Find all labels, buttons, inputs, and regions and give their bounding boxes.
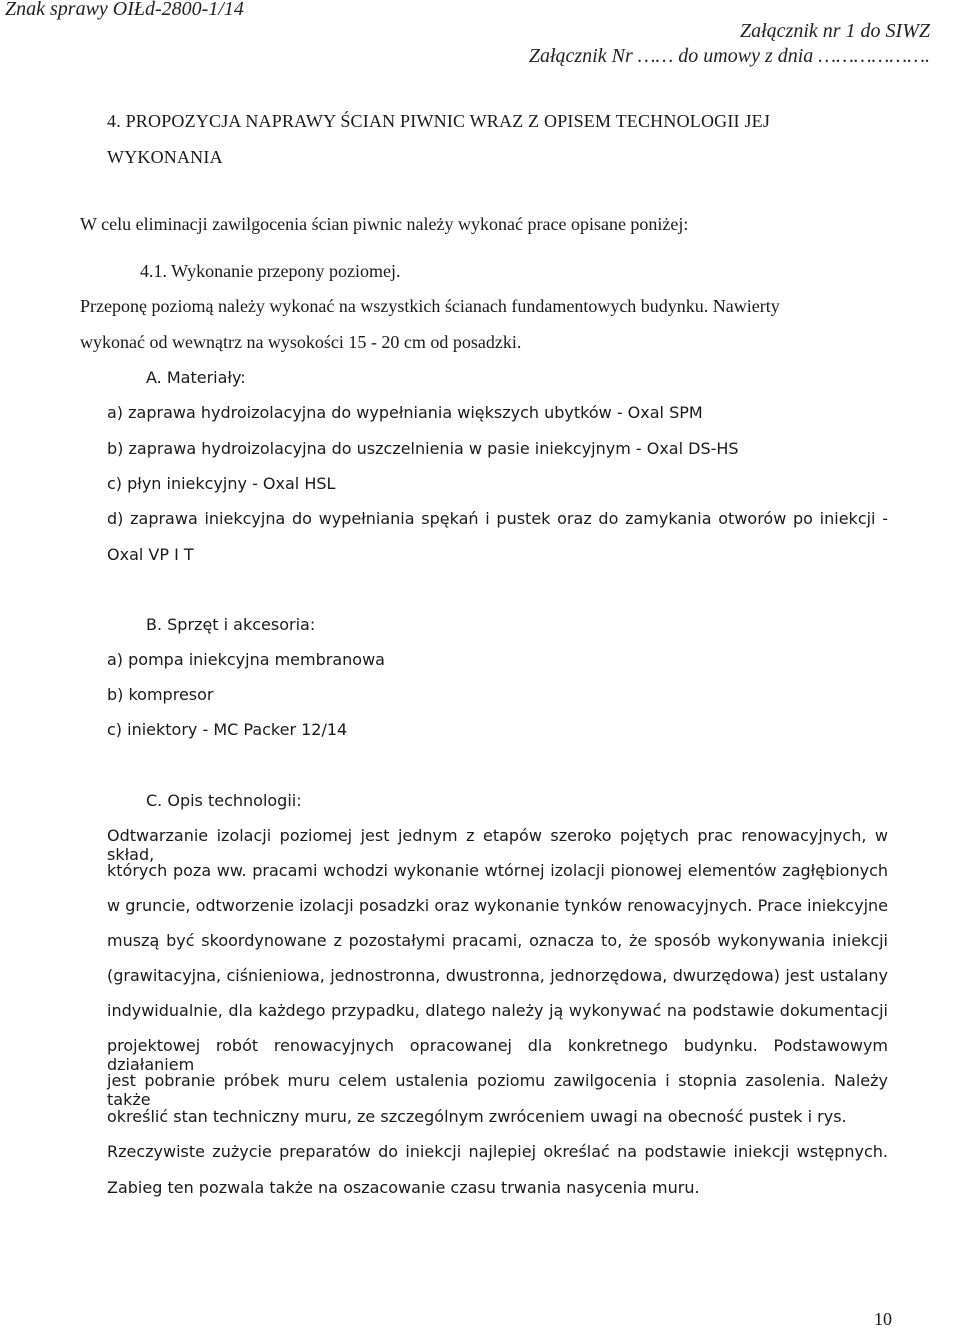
technology-line: indywidualnie, dla każdego przypadku, dlatego należy ją wykonywać na podstawie dokumentacji bbox=[107, 1001, 888, 1020]
subsection-title: 4.1. Wykonanie przepony poziomej. bbox=[140, 261, 401, 281]
technology-line: Rzeczywiste zużycie preparatów do iniekcji najlepiej określać na podstawie iniekcji wstępnych. bbox=[107, 1142, 888, 1161]
section-heading-line2: WYKONANIA bbox=[107, 147, 223, 167]
annex-contract: Załącznik Nr …… do umowy z dnia ………………. bbox=[528, 45, 930, 67]
technology-line: muszą być skoordynowane z pozostałymi pracami, oznacza to, że sposób wykonywania iniekcji bbox=[107, 931, 888, 950]
technology-line: (grawitacyjna, ciśnieniowa, jednostronna, dwustronna, jednorzędowa, dwurzędowa) jest ustalany bbox=[107, 966, 888, 985]
technology-line: projektowej robót renowacyjnych opracowanej dla konkretnego budynku. Podstawowym działaniem bbox=[107, 1036, 888, 1074]
subsection-line2: wykonać od wewnątrz na wysokości 15 - 20 cm od posadzki. bbox=[80, 332, 522, 352]
page-number: 10 bbox=[874, 1309, 892, 1329]
section-heading-line1: 4. PROPOZYCJA NAPRAWY ŚCIAN PIWNIC WRAZ Z OPISEM TECHNOLOGII JEJ bbox=[107, 111, 771, 131]
materials-item-c: c) płyn iniekcyjny - Oxal HSL bbox=[107, 474, 336, 493]
subsection-line1: Przeponę poziomą należy wykonać na wszystkich ścianach fundamentowych budynku. Nawierty bbox=[80, 296, 780, 316]
technology-line: Odtwarzanie izolacji poziomej jest jednym z etapów szeroko pojętych prac renowacyjnych, w skład, bbox=[107, 826, 888, 864]
technology-title: C. Opis technologii: bbox=[146, 791, 302, 810]
materials-item-a: a) zaprawa hydroizolacyjna do wypełniania większych ubytków - Oxal SPM bbox=[107, 403, 703, 422]
technology-line: Zabieg ten pozwala także na oszacowanie czasu trwania nasycenia muru. bbox=[107, 1178, 700, 1197]
materials-item-d-line2: Oxal VP I T bbox=[107, 545, 194, 564]
equipment-item-b: b) kompresor bbox=[107, 685, 214, 704]
technology-line: których poza ww. pracami wchodzi wykonanie wtórnej izolacji pionowej elementów zagłębionych bbox=[107, 861, 888, 880]
materials-item-d-line1: d) zaprawa iniekcyjna do wypełniania spękań i pustek oraz do zamykania otworów po iniekcji - bbox=[107, 509, 888, 528]
case-number: Znak sprawy OIŁd-2800-1/14 bbox=[5, 0, 244, 20]
materials-item-b: b) zaprawa hydroizolacyjna do uszczelnienia w pasie iniekcyjnym - Oxal DS-HS bbox=[107, 439, 739, 458]
annex-siwz: Załącznik nr 1 do SIWZ bbox=[740, 20, 930, 42]
materials-title: A. Materiały: bbox=[146, 368, 246, 387]
equipment-item-a: a) pompa iniekcyjna membranowa bbox=[107, 650, 385, 669]
equipment-item-c: c) iniektory - MC Packer 12/14 bbox=[107, 720, 348, 739]
intro-paragraph: W celu eliminacji zawilgocenia ścian piwnic należy wykonać prace opisane poniżej: bbox=[80, 214, 689, 234]
technology-line: jest pobranie próbek muru celem ustalenia poziomu zawilgocenia i stopnia zasolenia. Należy także bbox=[107, 1071, 888, 1109]
equipment-title: B. Sprzęt i akcesoria: bbox=[146, 615, 316, 634]
technology-line: określić stan techniczny muru, ze szczególnym zwróceniem uwagi na obecność pustek i rys. bbox=[107, 1107, 847, 1126]
technology-line: w gruncie, odtworzenie izolacji posadzki oraz wykonanie tynków renowacyjnych. Prace iniekcyjne bbox=[107, 896, 888, 915]
